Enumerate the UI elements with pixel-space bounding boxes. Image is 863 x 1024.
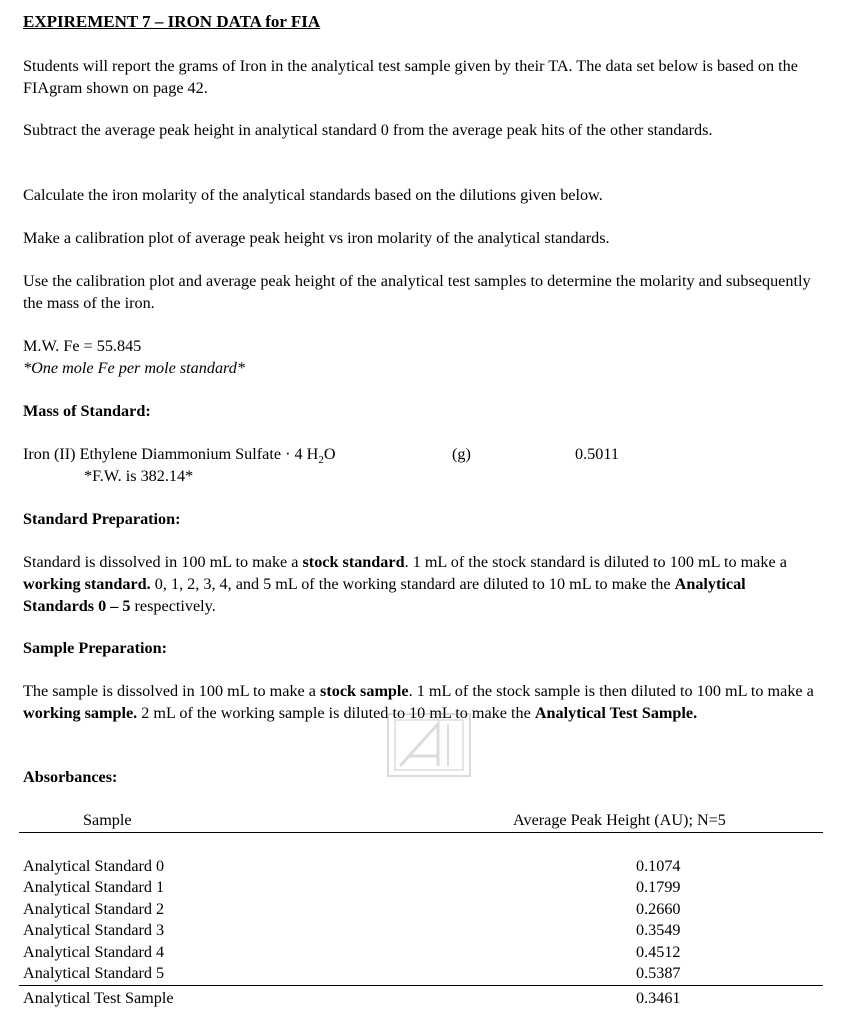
intro-paragraph: Students will report the grams of Iron in the analytical test sample given by their TA. The data set below is based on the FIAgram shown on page 42. (23, 57, 798, 97)
document-title: EXPIREMENT 7 – IRON DATA for FIA (23, 12, 321, 31)
row-value: 0.2660 (636, 900, 681, 918)
row-label: Analytical Standard 4 (23, 943, 165, 961)
sample-prep-heading: Sample Preparation: (23, 639, 168, 657)
sample-prep-paragraph: The sample is dissolved in 100 mL to make a stock sample. 1 mL of the stock sample is then diluted to 100 mL to make a working sample. 2 mL of the working sample is diluted to 10 mL to make the Analytical Test Sample. (23, 682, 814, 722)
row-value: 0.4512 (636, 943, 681, 961)
row-label: Analytical Standard 2 (23, 900, 165, 918)
row-value: 0.5387 (636, 964, 681, 982)
row-label: Analytical Standard 1 (23, 878, 165, 896)
mass-unit: (g) (452, 445, 471, 463)
mole-note: *One mole Fe per mole standard* (23, 359, 245, 377)
mass-value: 0.5011 (575, 445, 619, 463)
subtract-instruction: Subtract the average peak height in analytical standard 0 from the average peak hits of the other standards. (23, 121, 713, 139)
mass-standard-heading: Mass of Standard: (23, 402, 151, 420)
row-value: 0.3461 (636, 989, 681, 1007)
calibration-instruction: Make a calibration plot of average peak height vs iron molarity of the analytical standards. (23, 229, 610, 247)
row-value: 0.1799 (636, 878, 681, 896)
standard-prep-heading: Standard Preparation: (23, 510, 181, 528)
compound-name: Iron (II) Ethylene Diammonium Sulfate · 4 $H_2O$ (23, 445, 336, 467)
column-header-sample: Sample (83, 811, 132, 829)
absorbances-heading: Absorbances: (23, 768, 118, 786)
standard-prep-paragraph: Standard is dissolved in 100 mL to make a stock standard. 1 mL of the stock standard is diluted to 100 mL to make a working standard. 0, 1, 2, 3, 4, and 5 mL of the working standard are diluted to 10 mL to make the Analytical Standards 0 – 5 respectively. (23, 553, 787, 615)
table-header-rule (19, 832, 823, 833)
row-value: 0.3549 (636, 921, 681, 939)
table-divider-rule (19, 985, 823, 986)
row-label: Analytical Standard 5 (23, 964, 165, 982)
molarity-instruction: Calculate the iron molarity of the analytical standards based on the dilutions given below. (23, 186, 603, 204)
row-label: Analytical Standard 0 (23, 857, 165, 875)
column-header-peak-height: Average Peak Height (AU); N=5 (513, 811, 726, 829)
logo-watermark-icon (386, 712, 472, 778)
determine-instruction: Use the calibration plot and average peak height of the analytical test samples to determine the molarity and subsequently the mass of the iron. (23, 272, 811, 312)
row-label: Analytical Standard 3 (23, 921, 165, 939)
row-value: 0.1074 (636, 857, 681, 875)
molecular-weight: M.W. Fe = 55.845 (23, 337, 142, 355)
row-label: Analytical Test Sample (23, 989, 174, 1007)
formula-weight: *F.W. is 382.14* (84, 467, 194, 485)
